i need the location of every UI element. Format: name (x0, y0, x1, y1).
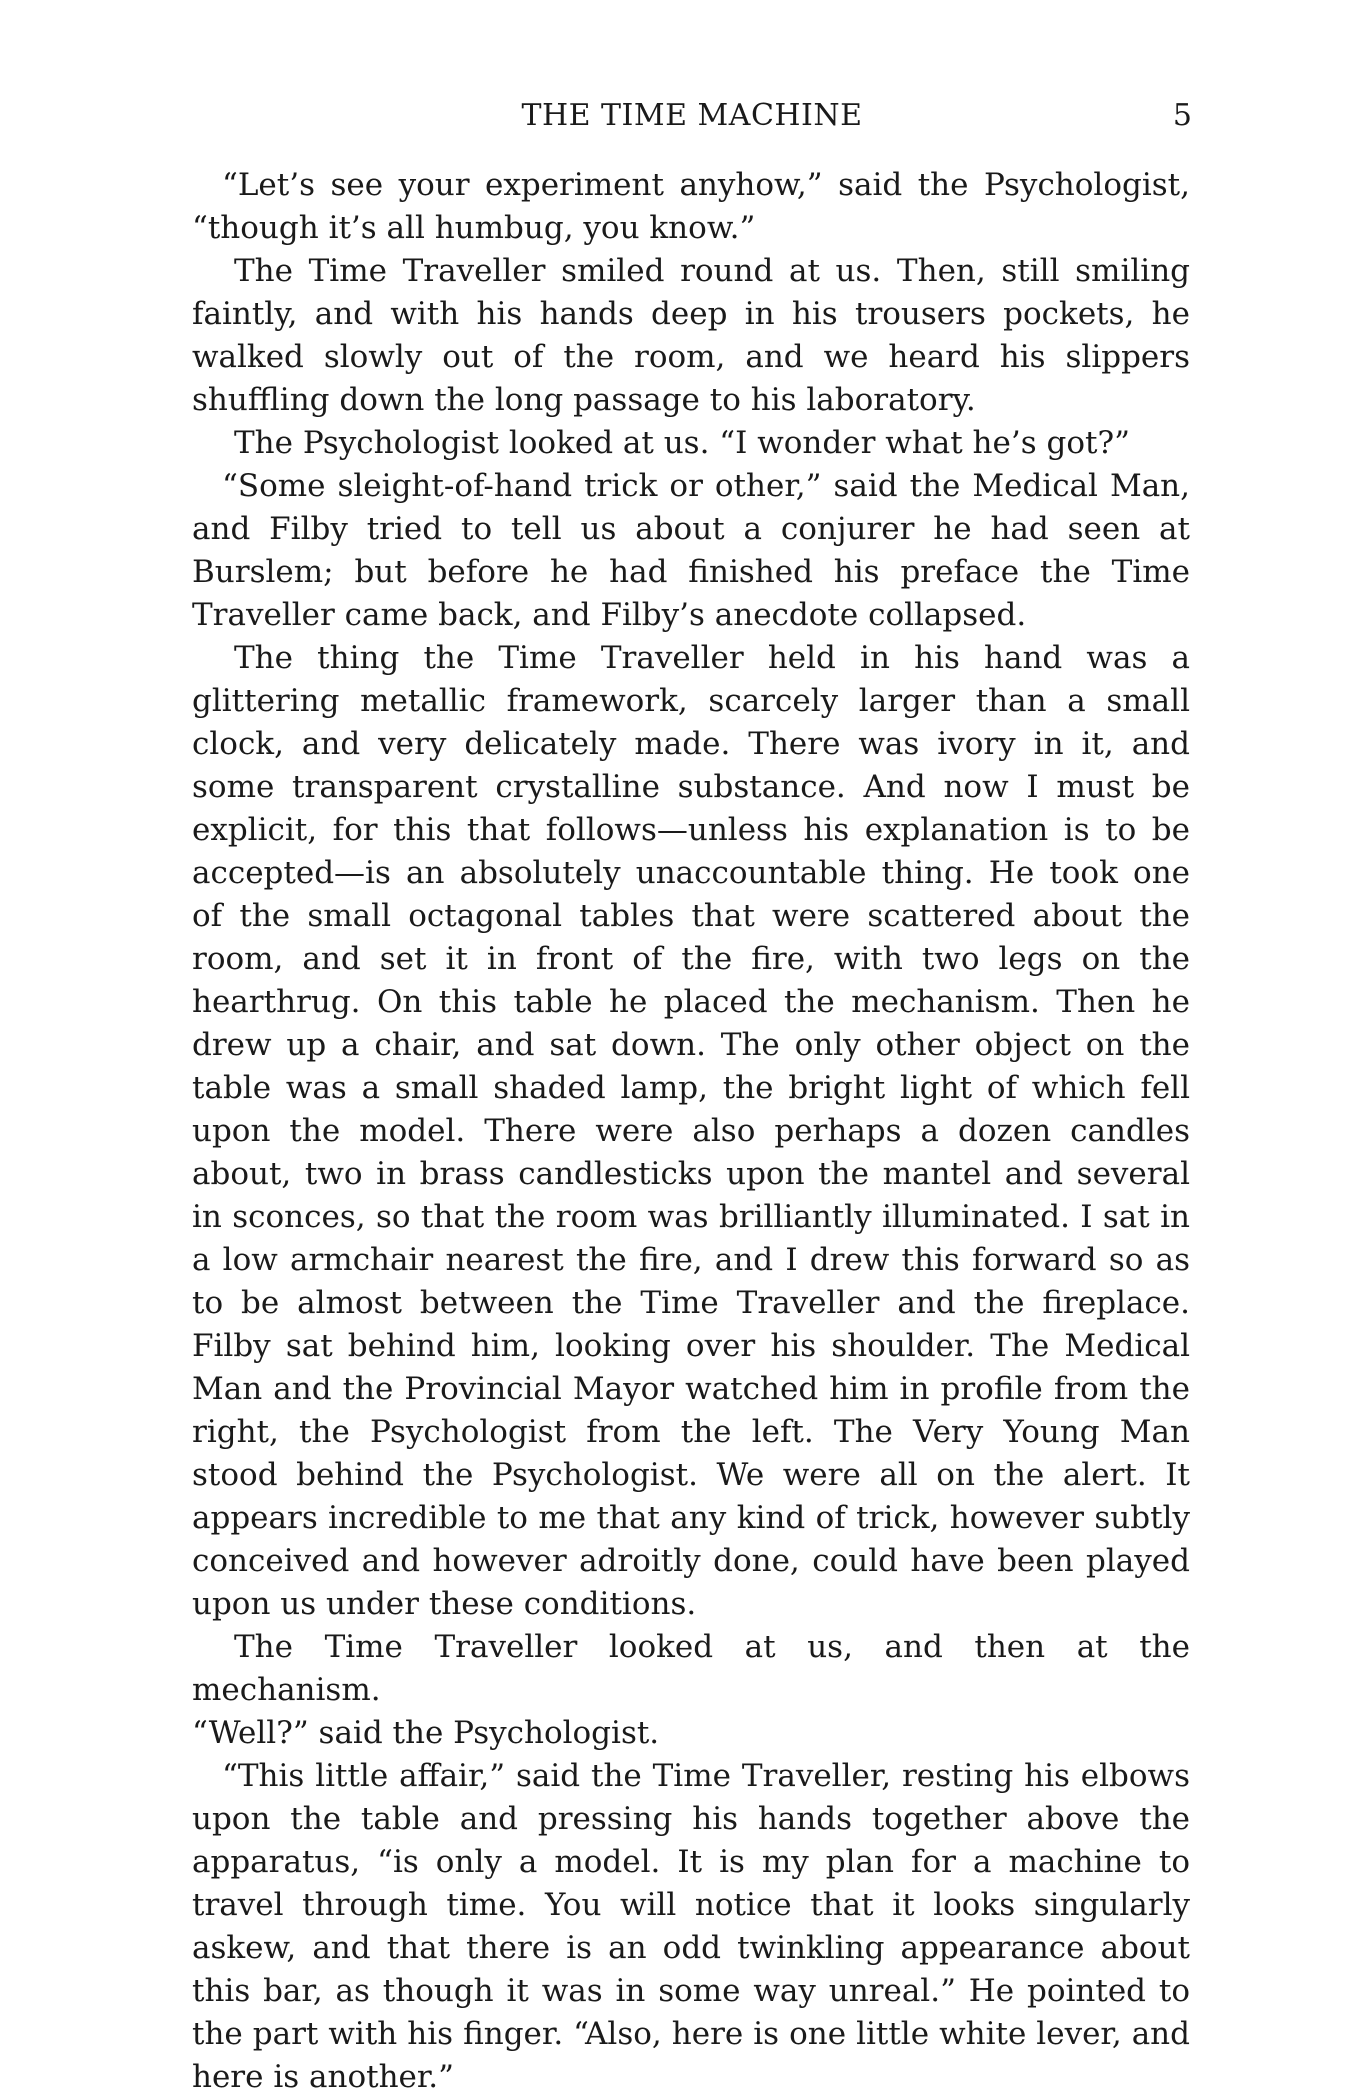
paragraph: “This little affair,” said the Time Traveller, resting his elbows upon the table and pressing his hands together above the apparatus, “is only a model. It is my plan for a machine to travel through time. You will notice that it looks singularly askew, and that there is an odd twinkling appearance about this bar, as though it was in some way unreal.” He pointed to the part with his finger. “Also, here is one little white lever, and here is another.” (192, 1758, 1190, 2095)
paragraph: “Well?” said the Psychologist. (192, 1715, 660, 1751)
paragraph: “Let’s see your experiment anyhow,” said the Psychologist, “though it’s all humbug, you know.” (192, 167, 1190, 246)
paragraph: The Psychologist looked at us. “I wonder what he’s got?” (234, 425, 1130, 461)
body-text (192, 164, 1190, 2099)
paragraph: The Time Traveller smiled round at us. Then, still smiling faintly, and with his hands deep in his trousers pockets, he walked slowly out of the room, and we heard his slippers shuffling down the long passage to his laboratory. (192, 253, 1190, 418)
paragraph: The Time Traveller looked at us, and then at the mechanism. (192, 1629, 1190, 1708)
paragraph: “Some sleight-of-hand trick or other,” said the Medical Man, and Filby tried to tell us about a conjurer he had seen at Burslem; but before he had finished his preface the Time Traveller came back, and Filby’s anecdote collapsed. (192, 468, 1190, 633)
running-header (192, 96, 1192, 136)
running-title: THE TIME MACHINE (521, 98, 863, 133)
paragraph: The thing the Time Traveller held in his hand was a glittering metallic framework, scarcely larger than a small clock, and very delicately made. There was ivory in it, and some transparent crystalline substance. And now I must be explicit, for this that follows—unless his explanation is to be accepted—is an absolutely unaccountable thing. He took one of the small octagonal tables that were scattered about the room, and set it in front of the fire, with two legs on the hearthrug. On this table he placed the mechanism. Then he drew up a chair, and sat down. The only other object on the table was a small shaded lamp, the bright light of which fell upon the model. There were also perhaps a dozen candles about, two in brass candlesticks upon the mantel and several in sconces, so that the room was brilliantly illuminated. I sat in a low armchair nearest the fire, and I drew this forward so as to be almost between the Time Traveller and the fireplace. Filby sat behind him, looking over his shoulder. The Medical Man and the Provincial Mayor watched him in profile from the right, the Psychologist from the left. The Very Young Man stood behind the Psychologist. We were all on the alert. It appears incredible to me that any kind of trick, however subtly conceived and however adroitly done, could have been played upon us under these conditions. (192, 640, 1190, 1622)
page-number: 5 (1172, 98, 1192, 133)
